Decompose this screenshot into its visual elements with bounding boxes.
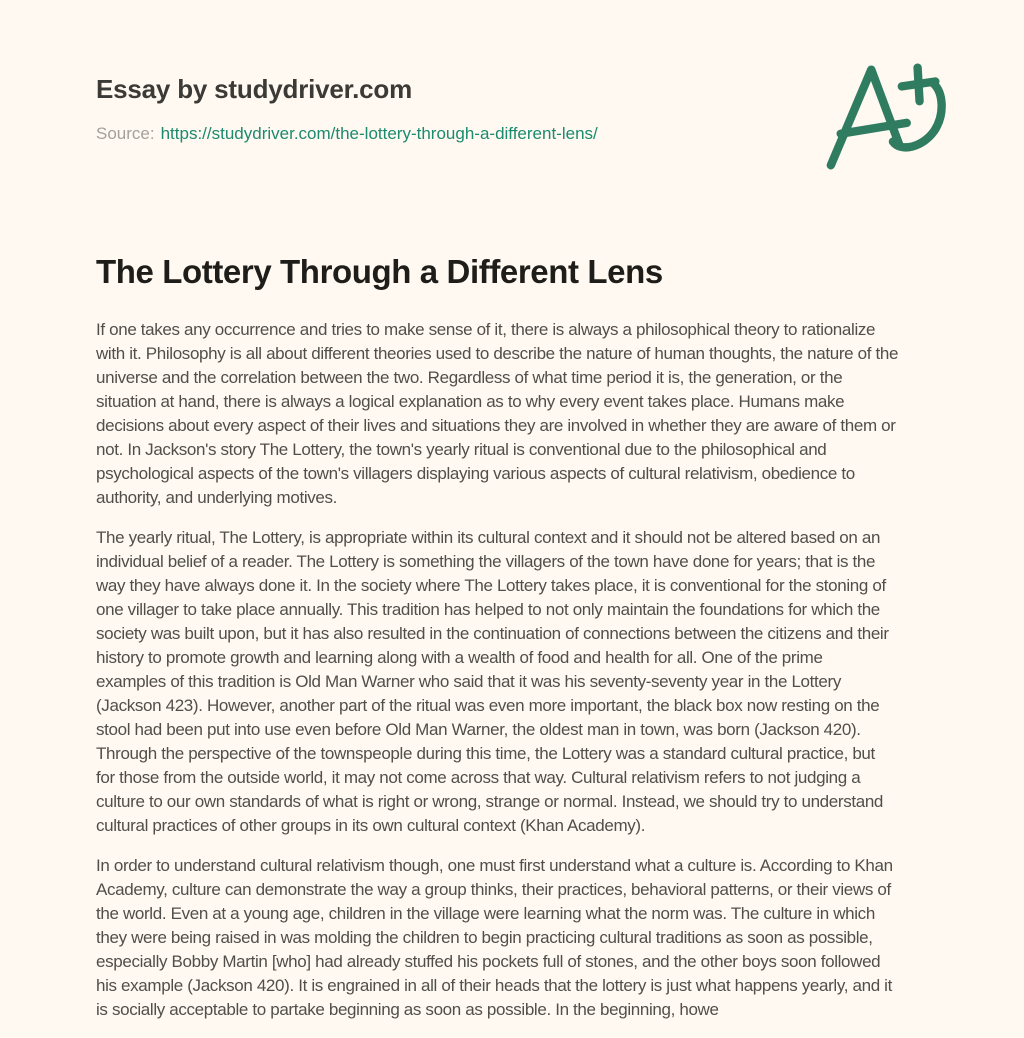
essay-line: cultural practices of other groups in its own cultural context (Khan Academy). xyxy=(96,816,646,835)
essay-line: situation at hand, there is always a logical explanation as to why every event takes place. Humans make xyxy=(96,392,845,411)
essay-line: especially Bobby Martin [who] had already stuffed his pockets full of stones, and the other boys soon followed xyxy=(96,952,881,971)
source-row xyxy=(96,122,598,146)
essay-line: The yearly ritual, The Lottery, is appropriate within its cultural context and it should not be altered based on an xyxy=(96,528,881,547)
essay-line: for those from the outside world, it may not come across that way. Cultural relativism refers to not judging a xyxy=(96,768,861,787)
essay-line: with it. Philosophy is all about different theories used to describe the nature of human thoughts, the nature of the xyxy=(96,344,899,363)
essay-line: they were being raised in was molding the children to begin practicing cultural traditions as soon as possible, xyxy=(96,928,873,947)
essay-line: his example (Jackson 420). It is engrained in all of their heads that the lottery is just what happens yearly, and it xyxy=(96,976,892,995)
essay-line: stool had been put into use even before Old Man Warner, the oldest man in town, was born (Jackson 420). xyxy=(96,720,861,739)
essay-line: the world. Even at a young age, children in the village were learning what the norm was. The culture in which xyxy=(96,904,875,923)
a-plus-grade-icon xyxy=(820,54,958,174)
essay-line: way they have always done it. In the society where The Lottery takes place, it is conventional for the stoning of xyxy=(96,576,886,595)
essay-line: is socially acceptable to partake beginning as soon as possible. In the beginning, howe xyxy=(96,1000,719,1019)
essay-line: Through the perspective of the townspeople during this time, the Lottery was a standard cultural practice, but xyxy=(96,744,875,763)
essay-byline: Essay by studydriver.com xyxy=(96,74,413,104)
essay-line: one villager to take place annually. This tradition has helped to not only maintain the foundations for which the xyxy=(96,600,880,619)
essay-line: If one takes any occurrence and tries to make sense of it, there is always a philosophical theory to rationalize xyxy=(96,320,876,339)
essay-paragraph xyxy=(96,854,956,1022)
essay-line: individual belief of a reader. The Lottery is something the villagers of the town have done for years; that is the xyxy=(96,552,876,571)
essay-page-title: The Lottery Through a Different Lens xyxy=(96,253,663,290)
essay-line: (Jackson 423). However, another part of the ritual was even more important, the black box now resting on the xyxy=(96,696,880,715)
essay-line: universe and the correlation between the two. Regardless of what time period it is, the generation, or the xyxy=(96,368,843,387)
essay-line: not. In Jackson's story The Lottery, the town's yearly ritual is conventional due to the philosophical and xyxy=(96,440,827,459)
source-label: Source: xyxy=(96,124,155,143)
essay-line: Academy, culture can demonstrate the way a group thinks, their practices, behavioral patterns, or their views of xyxy=(96,880,891,899)
essay-line: society was built upon, but it has also resulted in the continuation of connections between the citizens and their xyxy=(96,624,889,643)
essay-body xyxy=(96,318,956,1038)
essay-line: history to promote growth and learning along with a wealth of food and health for all. One of the prime xyxy=(96,648,823,667)
essay-line: decisions about every aspect of their lives and situations they are involved in whether they are aware of them or xyxy=(96,416,896,435)
studydriver-a-plus-logo xyxy=(820,54,958,174)
essay-paragraph xyxy=(96,526,956,838)
essay-line: culture to our own standards of what is right or wrong, strange or normal. Instead, we should try to understand xyxy=(96,792,884,811)
essay-line: examples of this tradition is Old Man Warner who said that it was his seventy-seventy year in the Lottery xyxy=(96,672,841,691)
essay-line: psychological aspects of the town's villagers displaying various aspects of cultural relativism, obedience to xyxy=(96,464,855,483)
source-url-link[interactable]: https://studydriver.com/the-lottery-through-a-different-lens/ xyxy=(160,124,598,143)
essay-line: authority, and underlying motives. xyxy=(96,488,338,507)
essay-line: In order to understand cultural relativism though, one must first understand what a culture is. According to Khan xyxy=(96,856,893,875)
essay-paragraph xyxy=(96,318,956,510)
